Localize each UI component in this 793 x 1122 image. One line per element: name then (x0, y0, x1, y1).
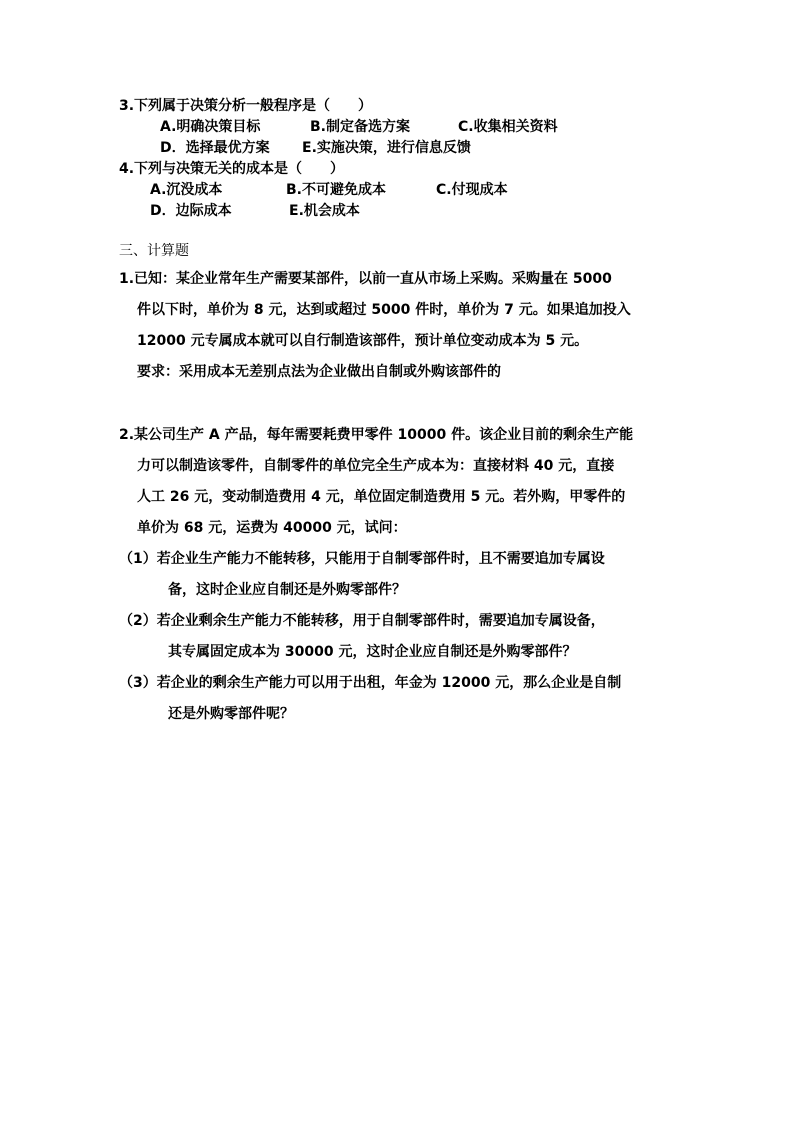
question-4-option-b: B.不可避免成本 (286, 182, 386, 198)
calc-2-sub-2-line-1: （2）若企业剩余生产能力不能转移，用于自制零部件时，需要追加专属设备， (119, 613, 605, 629)
calc-1-line-2: 件以下时，单价为 8 元，达到或超过 5000 件时，单价为 7 元。如果追加投入 (137, 302, 631, 318)
calc-2-sub-2-line-2: 其专属固定成本为 30000 元，这时企业应自制还是外购零部件？ (168, 644, 577, 660)
question-3-option-d: D．选择最优方案 (160, 140, 270, 156)
section-title: 三、计算题 (119, 243, 189, 259)
calc-2-sub-3-line-1: （3）若企业的剩余生产能力可以用于出租，年金为 12000 元，那么企业是自制 (119, 675, 622, 691)
question-4-option-e: E.机会成本 (289, 203, 360, 219)
calc-2-line-1: 2.某公司生产 A 产品，每年需要耗费甲零件 10000 件。该企业目前的剩余生产能 (119, 427, 634, 443)
calc-2-line-3: 人工 26 元，变动制造费用 4 元，单位固定制造费用 5 元。若外购，甲零件的 (137, 489, 626, 505)
question-4-option-a: A.沉没成本 (150, 182, 223, 198)
question-3-option-b: B.制定备选方案 (310, 119, 410, 135)
calc-1-line-3: 12000 元专属成本就可以自行制造该部件，预计单位变动成本为 5 元。 (137, 333, 589, 349)
calc-2-sub-1-line-2: 备，这时企业应自制还是外购零部件？ (168, 582, 406, 598)
calc-2-line-4: 单价为 68 元，运费为 40000 元，试问： (137, 520, 407, 536)
question-4-option-c: C.付现成本 (436, 182, 508, 198)
calc-2-sub-1-line-1: （1）若企业生产能力不能转移，只能用于自制零部件时，且不需要追加专属设 (119, 551, 605, 567)
question-3-option-a: A.明确决策目标 (160, 119, 261, 135)
calc-2-line-2: 力可以制造该零件，自制零件的单位完全生产成本为：直接材料 40 元，直接 (137, 458, 615, 474)
question-3-stem: 3.下列属于决策分析一般程序是（ ） (119, 98, 373, 114)
calc-1-line-1: 1.已知：某企业常年生产需要某部件，以前一直从市场上采购。采购量在 5000 (119, 271, 612, 287)
question-4-stem: 4.下列与决策无关的成本是（ ） (119, 161, 345, 177)
calc-1-requirement: 要求：采用成本无差别点法为企业做出自制或外购该部件的 (137, 364, 501, 380)
calc-2-sub-3-line-2: 还是外购零部件呢？ (168, 706, 294, 722)
question-3-option-e: E.实施决策，进行信息反馈 (302, 140, 471, 156)
question-4-option-d: D．边际成本 (150, 203, 232, 219)
question-3-option-c: C.收集相关资料 (458, 119, 558, 135)
